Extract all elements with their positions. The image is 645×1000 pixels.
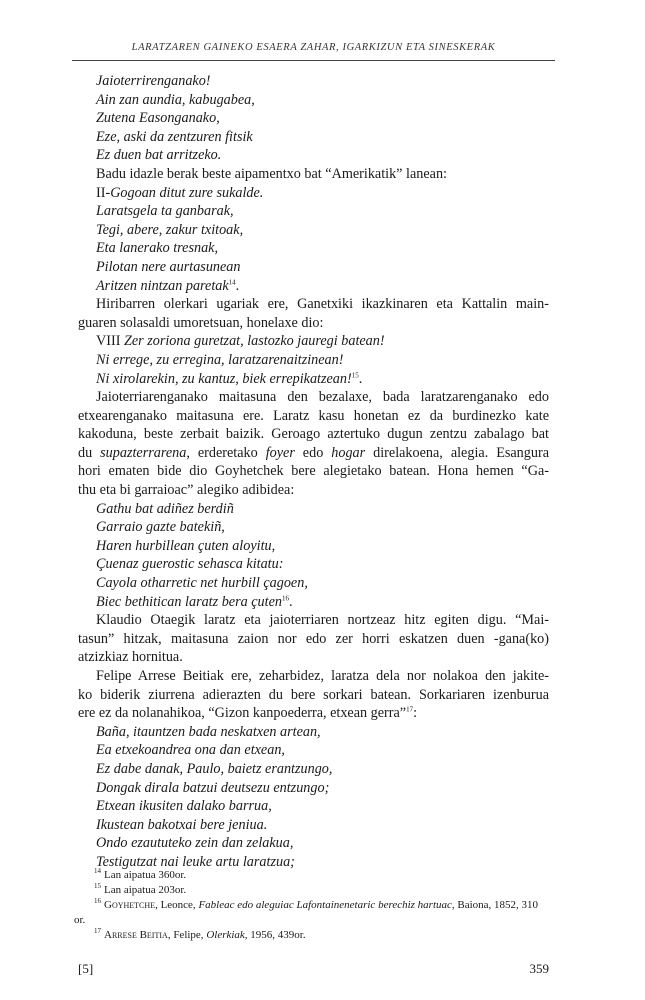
intro-paragraph: Badu idazle berak beste aipamentxo bat “Amerikatik” lanean: <box>96 165 447 182</box>
text-line: atzizkiaz hornitua. <box>78 649 183 666</box>
verse-line: Garraio gazte batekiñ, <box>96 519 225 536</box>
text-line: kakoduna, beste zerbait baizik. Geroago aztertuko dugun zentzu zabalago bat <box>78 426 549 443</box>
text-line: ko biderik ziurrena adierazten du bere sorkari batean. Sorkariaren izenburua <box>78 686 549 703</box>
text-line: Jaioterriarenganako maitasuna den bezalaxe, bada laratzarenganako edo <box>96 389 549 406</box>
footnote-number: 14 <box>94 867 101 876</box>
footnote-15 <box>78 883 549 898</box>
text-line: thu eta bi garraioac” alegiko adibidea: <box>78 482 295 499</box>
verse-line <box>78 184 549 203</box>
paragraph-arrese <box>78 667 549 723</box>
header-rule <box>72 60 555 61</box>
footnote-text: , Leonce, <box>155 899 199 911</box>
verse-line: Gathu bat adiñez berdiñ <box>96 500 234 517</box>
punctuation: . <box>358 370 363 387</box>
text-line: Hiribarren olerkari ugariak ere, Ganetxiki ikazkinaren eta Kattalin main- <box>96 296 549 313</box>
running-head: LARATZAREN GAINEKO ESAERA ZAHAR, IGARKIZUN ETA SINESKERAK <box>131 42 496 53</box>
punctuation: . <box>288 593 293 610</box>
text-run: , erderetako <box>186 444 266 461</box>
footnote-14 <box>78 868 549 883</box>
verse-line: Dongak dirala batzui deutsezu entzungo; <box>96 779 330 796</box>
footnote-ref[interactable]: 14 <box>228 277 236 286</box>
punctuation: : <box>413 705 418 722</box>
verse-text: Biec bethitican laratz bera çuten <box>96 593 282 610</box>
verse-text: Gogoan ditut zure sukalde. <box>110 184 264 201</box>
poem-3 <box>78 332 549 388</box>
text-run: ere ez da nolanahikoa, “Gizon kanpoederra, etxean gerra” <box>78 705 407 722</box>
verse-line: Baña, itauntzen bada neskatxen artean, <box>96 723 321 740</box>
footnote-ref[interactable]: 16 <box>281 593 289 602</box>
italic-term: hogar <box>331 444 366 461</box>
paragraph-otaegi <box>78 611 549 667</box>
folio-left: [5] <box>78 961 94 976</box>
verse-line: Pilotan nere aurtasunean <box>96 258 241 275</box>
verse-line: Cayola otharretic net hurbill çagoen, <box>96 575 308 592</box>
italic-term: supazterrarena <box>100 444 187 461</box>
verse-line: Haren hurbillean çuten aloyitu, <box>96 537 276 554</box>
verse-text: Ni xirolarekin, zu kantuz, biek errepikatzean! <box>96 370 352 387</box>
verse-line: Jaioterrirenganako! <box>96 73 211 89</box>
text-line <box>78 704 549 723</box>
verse-line: Ez dabe danak, Paulo, baietz erantzungo, <box>96 760 333 777</box>
text-run: edo <box>294 444 332 461</box>
text-line: Klaudio Otaegik laratz eta jaioterriaren nortzeaz hitz egiten digu. “Mai- <box>96 612 549 629</box>
verse-line: Eze, aski da zentzuren fitsik <box>96 128 253 145</box>
paragraph-hiribarren <box>78 295 549 332</box>
page-number: 359 <box>529 961 549 976</box>
verse-line: Ikustean bakotxai bere jeniua. <box>96 816 268 833</box>
footnote-text: , Felipe, <box>167 929 207 941</box>
verse-line: Ez duen bat arritzeko. <box>96 147 222 164</box>
verse-text: Zer zoriona guretzat, lastozko jauregi batean! <box>123 333 385 350</box>
verse-line: Ea etxekoandrea ona dan etxean, <box>96 742 285 759</box>
footnote-title: Olerkiak <box>206 929 245 941</box>
main-text <box>78 72 549 872</box>
poem-4 <box>78 500 549 612</box>
footnote-text: , 1956, 439or. <box>244 929 306 941</box>
verse-line <box>78 370 549 389</box>
verse-line: Etxean ikusiten dalako barrua, <box>96 798 272 815</box>
verse-line: Eta lanerako tresnak, <box>96 240 219 257</box>
text-line: tasun” hitzak, maitasuna zaion nor edo zer horri eskatzen duen -gana(ko) <box>78 630 549 647</box>
footnote-ref[interactable]: 15 <box>351 370 359 379</box>
paragraph-jaioterria <box>78 388 549 500</box>
verse-line <box>78 332 549 351</box>
footnote-text: Lan aipatua 203or. <box>104 884 187 896</box>
text-line: guaren solasaldi umoretsuan, honelaxe dio: <box>78 314 324 331</box>
footnote-text: Lan aipatua 360or. <box>104 869 187 881</box>
verse-line: Zutena Easonganako, <box>96 110 220 127</box>
verse-text: Aritzen nintzan paretak <box>96 277 229 294</box>
verse-line: Ni errege, zu erregina, laratzarenaitzinean! <box>96 351 344 368</box>
verse-line: Çuenaz guerostic sehasca kitatu: <box>96 556 284 573</box>
verse-line: Ain zan aundia, kabugabea, <box>96 91 255 108</box>
footnote-author: Goyhetche <box>104 899 156 911</box>
text-line <box>78 444 549 463</box>
punctuation: . <box>235 277 240 294</box>
verse-numeral: II- <box>96 184 111 201</box>
verse-line: Testigutzat nai leuke artu laratzua; <box>96 853 295 870</box>
text-run: direlakoena, alegia. Esangura <box>365 444 549 461</box>
footnote-16-continuation: or. <box>74 914 86 926</box>
italic-term: foyer <box>265 444 295 461</box>
text-line: Felipe Arrese Beitiak ere, zeharbidez, laratza dela nor nolakoa den jakite- <box>96 668 549 684</box>
footnote-number: 15 <box>94 882 101 891</box>
footnote-16 <box>78 898 549 913</box>
footnote-author: Arrese Beitia <box>104 929 168 941</box>
poem-2 <box>78 184 549 296</box>
verse-line: Laratsgela ta ganbarak, <box>96 203 234 220</box>
footnote-number: 17 <box>94 927 101 936</box>
footnote-number: 16 <box>94 897 101 906</box>
verse-numeral: VIII <box>96 333 121 350</box>
footnote-ref[interactable]: 17 <box>406 705 414 714</box>
verse-line: Tegi, abere, zakur txitoak, <box>96 221 244 238</box>
footnote-17 <box>78 928 549 943</box>
verse-line <box>78 277 549 296</box>
footnotes <box>74 867 549 943</box>
text-run: du <box>78 444 101 461</box>
verse-line: Ondo ezaututeko zein dan zelakua, <box>96 835 294 852</box>
footnote-text: , Baiona, 1852, 310 <box>451 899 539 911</box>
text-line: hori ematen bide dio Goyhetchek bere alegietako batean. Hona hemen “Ga- <box>78 463 549 480</box>
text-line: etxearenganako maitasuna ere. Laratz kasu honetan ez da burdinezko kate <box>78 407 549 424</box>
poem-1 <box>78 72 549 165</box>
poem-5 <box>78 723 549 872</box>
verse-line <box>78 593 549 612</box>
footnote-title: Fableac edo aleguiac Lafontainenetaric berechiz hartuac <box>198 899 452 911</box>
